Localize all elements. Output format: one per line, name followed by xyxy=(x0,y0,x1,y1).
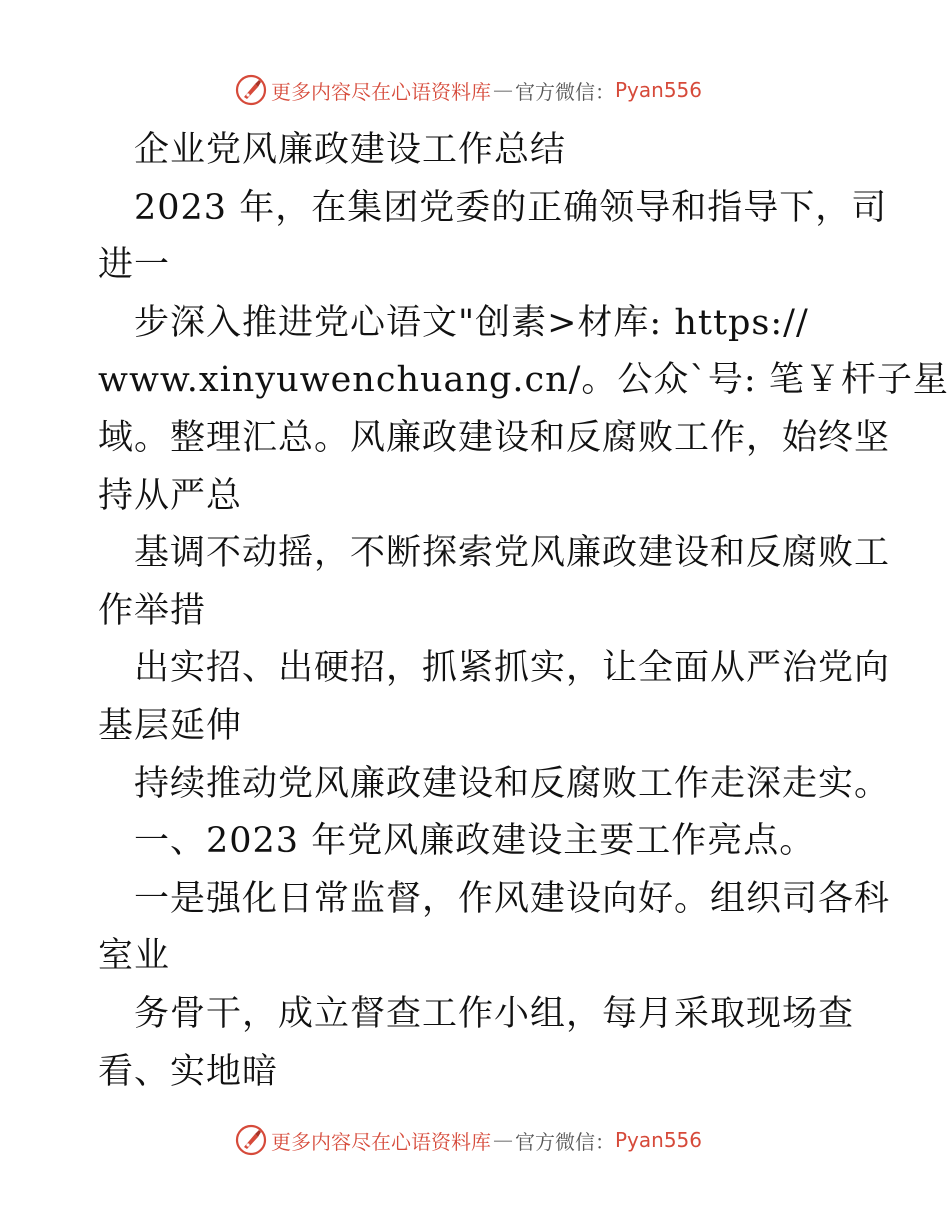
text-line: www.xinyuwenchuang.cn/。公众`号: 笔￥杆子星 xyxy=(98,360,949,401)
banner-wechat-id: Pyan556 xyxy=(615,1128,703,1152)
text-line: 一、2023 年党风廉政建设主要工作亮点。 xyxy=(134,821,816,862)
banner-official-label: 官方微信： xyxy=(515,1129,615,1154)
banner-wechat-id: Pyan556 xyxy=(615,78,703,102)
pen-nib-logo-icon xyxy=(235,74,267,106)
text-line: 企业党风廉政建设工作总结 xyxy=(134,130,567,170)
banner-official-label: 官方微信： xyxy=(515,79,615,104)
text-line: 持续推动党风廉政建设和反腐败工作走深走实。 xyxy=(134,763,891,804)
banner-dash: — xyxy=(493,78,513,102)
text-line: 务骨干，成立督查工作小组，每月采取现场查 xyxy=(134,993,855,1034)
banner-main-text: 更多内容尽在心语资料库 xyxy=(271,79,491,104)
text-line: 步深入推进党心语文"创素>材库: https:// xyxy=(134,302,809,343)
pen-nib-logo-icon xyxy=(235,1124,267,1156)
footer-banner xyxy=(235,1122,755,1158)
banner-dash: — xyxy=(493,1128,513,1152)
text-line: 2023 年，在集团党委的正确领导和指导下，司 xyxy=(134,187,888,228)
text-line: 进一 xyxy=(98,245,171,286)
text-line: 基层延伸 xyxy=(98,705,243,746)
text-line: 基调不动摇，不断探索党风廉政建设和反腐败工 xyxy=(134,533,891,574)
text-line: 出实招、出硬招，抓紧抓实，让全面从严治党向 xyxy=(134,648,891,689)
banner-main-text: 更多内容尽在心语资料库 xyxy=(271,1129,491,1154)
text-line: 持从严总 xyxy=(98,475,243,516)
text-line: 看、实地暗 xyxy=(98,1051,279,1092)
text-line: 域。整理汇总。风廉政建设和反腐败工作，始终坚 xyxy=(98,417,891,458)
text-line: 一是强化日常监督，作风建设向好。组织司各科 xyxy=(134,878,891,919)
header-banner xyxy=(235,72,755,108)
text-line: 作举措 xyxy=(98,590,207,631)
text-line: 室业 xyxy=(98,936,171,977)
document-body xyxy=(98,122,949,1101)
